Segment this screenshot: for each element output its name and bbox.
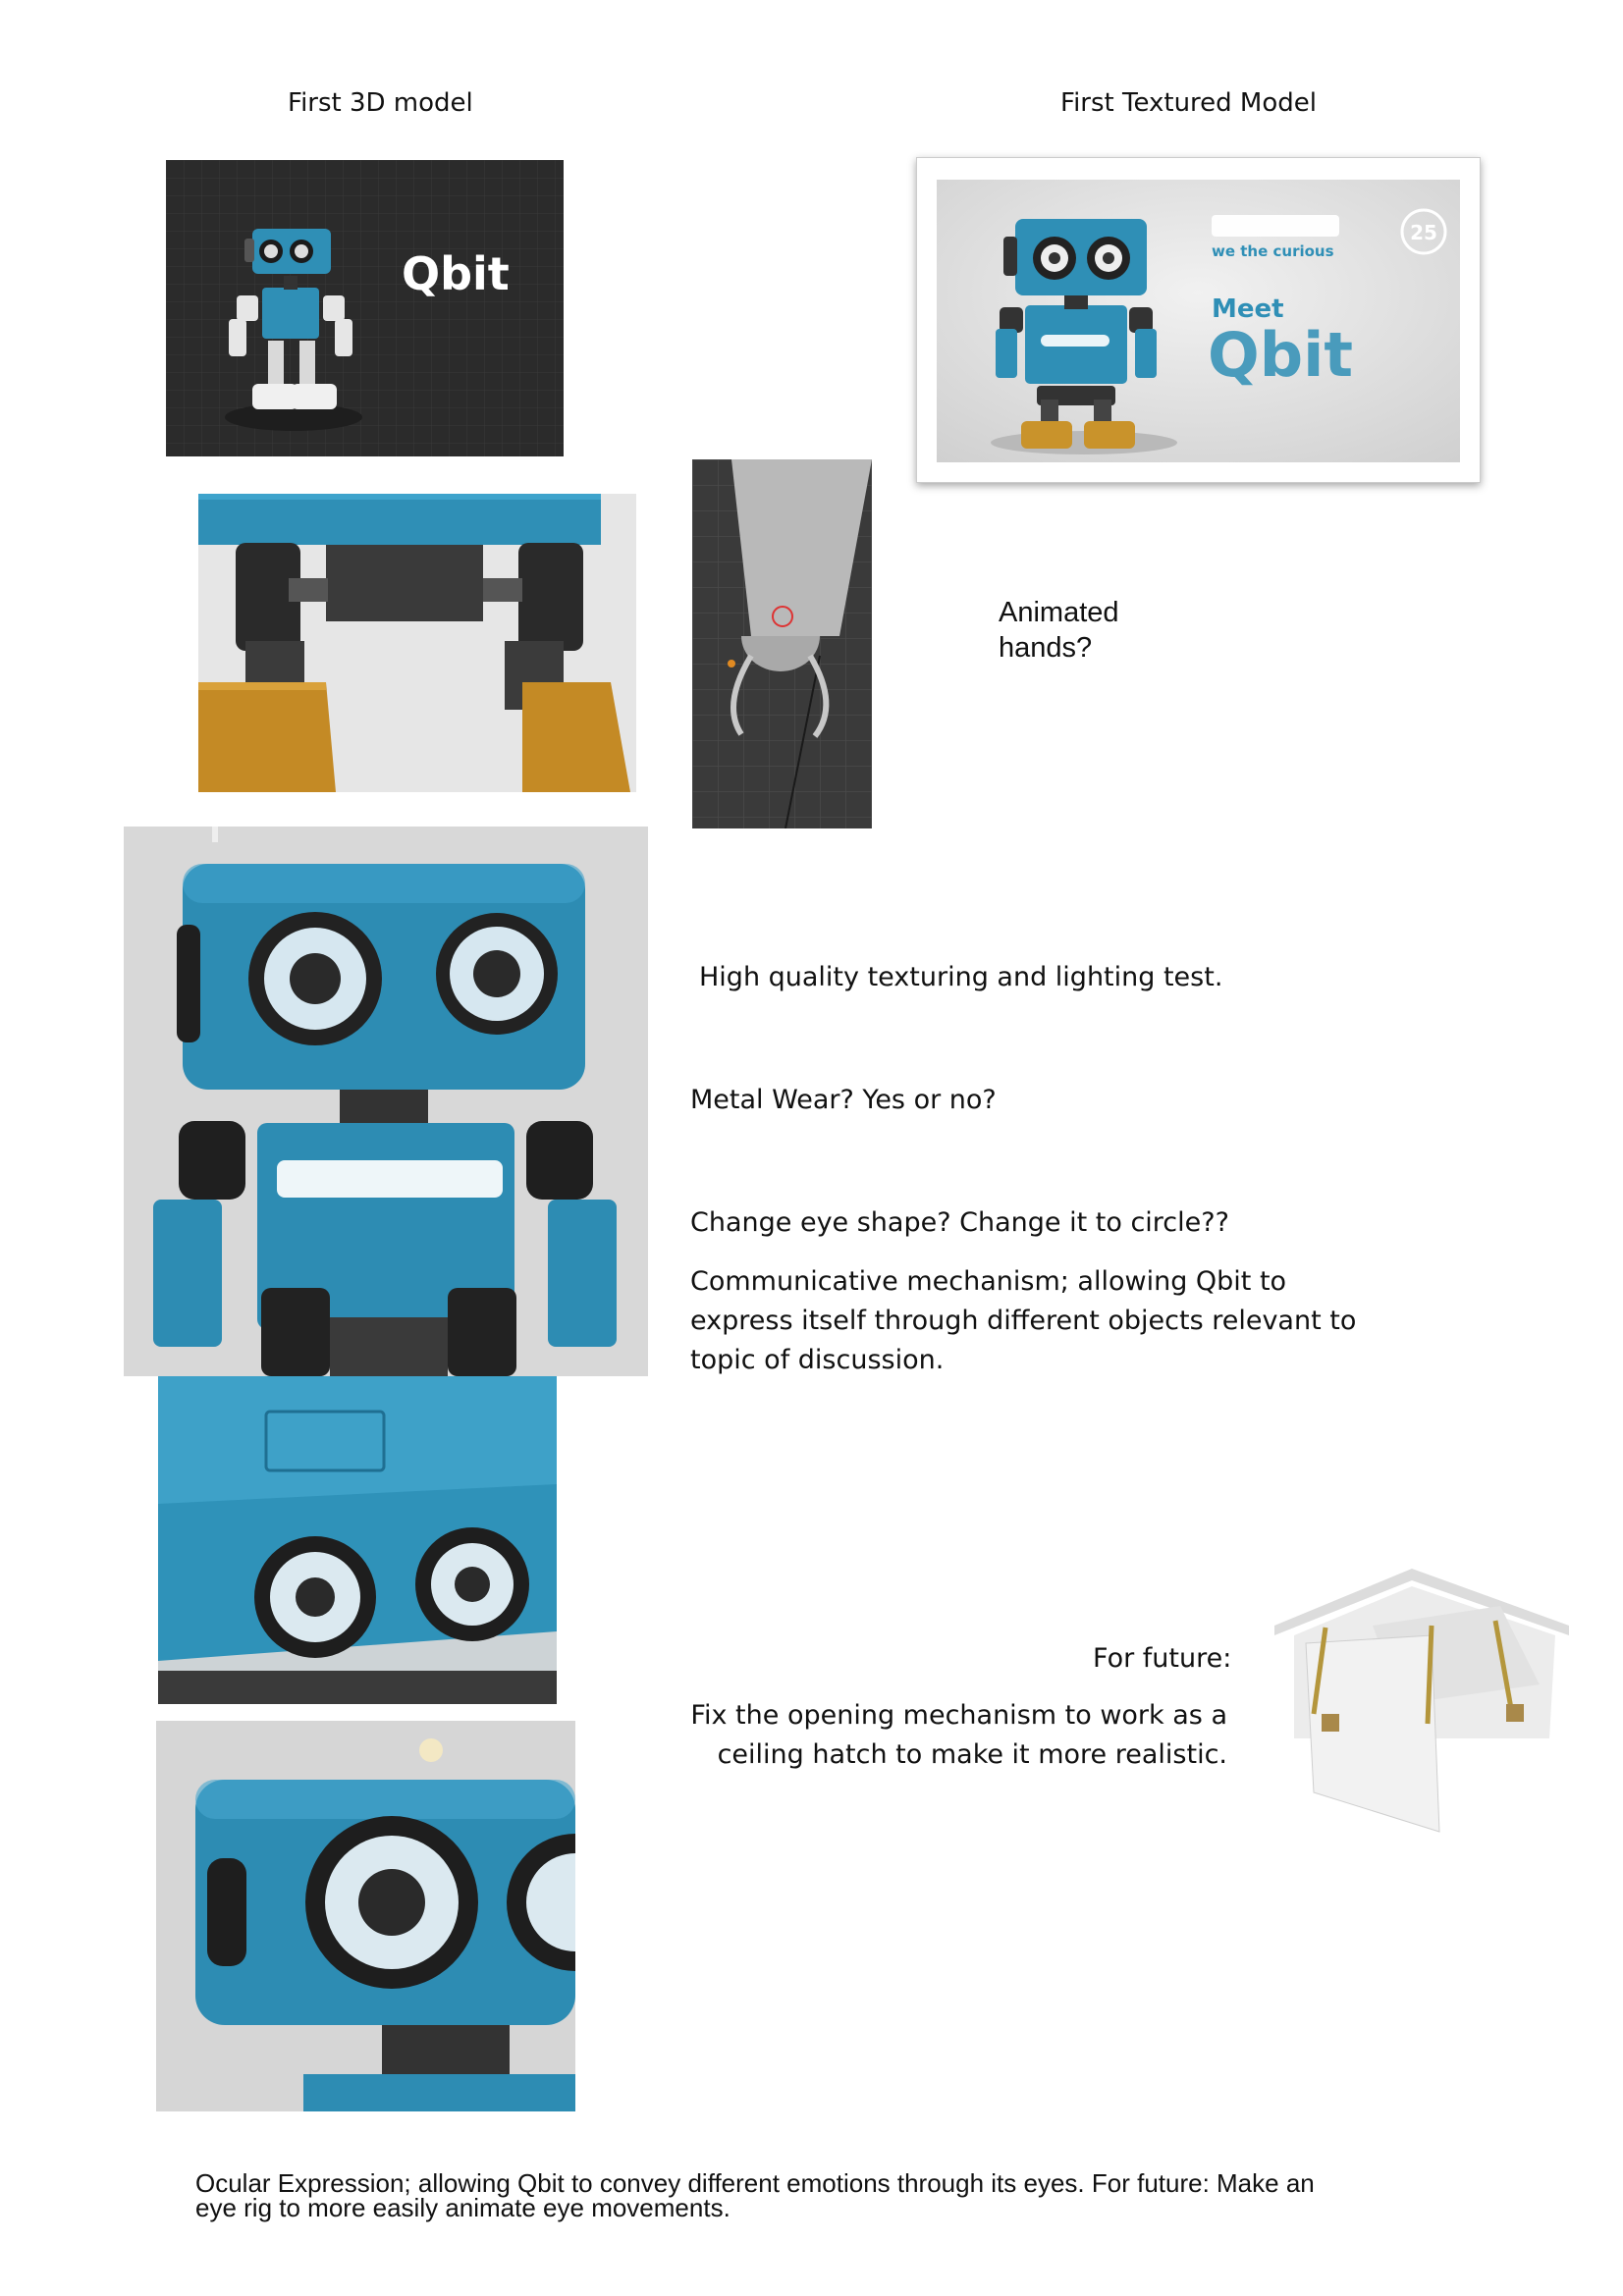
we-the-curious-text: we the curious [1212, 242, 1334, 260]
for-future-note: For future: [1093, 1643, 1232, 1674]
ocular-expression-note: Ocular Expression; allowing Qbit to convey different emotions through its eyes. For future: Make an eye rig to more easily animate eye movements. [195, 2168, 1315, 2222]
metal-wear-note: Metal Wear? Yes or no? [690, 1085, 997, 1115]
caption-first-3d-model: First 3D model [288, 88, 473, 118]
ceiling-hatch-image [1255, 1567, 1575, 1840]
first-textured-model-image [916, 157, 1481, 483]
head-closeup-image [158, 1376, 557, 1704]
eye-shape-note: Change eye shape? Change it to circle?? [690, 1207, 1229, 1238]
animated-hand-image [692, 459, 872, 828]
caption-first-textured-model: First Textured Model [1060, 88, 1317, 118]
first-3d-model-image [166, 160, 564, 456]
qbit-logo-text: Qbit [402, 247, 510, 300]
animated-hands-note: Animated hands? [999, 597, 1119, 664]
meet-qbit-text: Qbit [1208, 319, 1353, 391]
texture-test-image [124, 827, 648, 1376]
legs-closeup-image [198, 494, 636, 792]
fix-mechanism-note: Fix the opening mechanism to work as a ceiling hatch to make it more realistic. [690, 1700, 1227, 1770]
eye-closeup-image [156, 1721, 575, 2111]
communicative-note: Communicative mechanism; allowing Qbit to express itself through different objects relevant to topic of discussion. [690, 1266, 1357, 1375]
badge-25-text: 25 [1410, 221, 1437, 244]
high-quality-note: High quality texturing and lighting test. [699, 962, 1223, 992]
meet-text: Meet [1212, 294, 1284, 324]
